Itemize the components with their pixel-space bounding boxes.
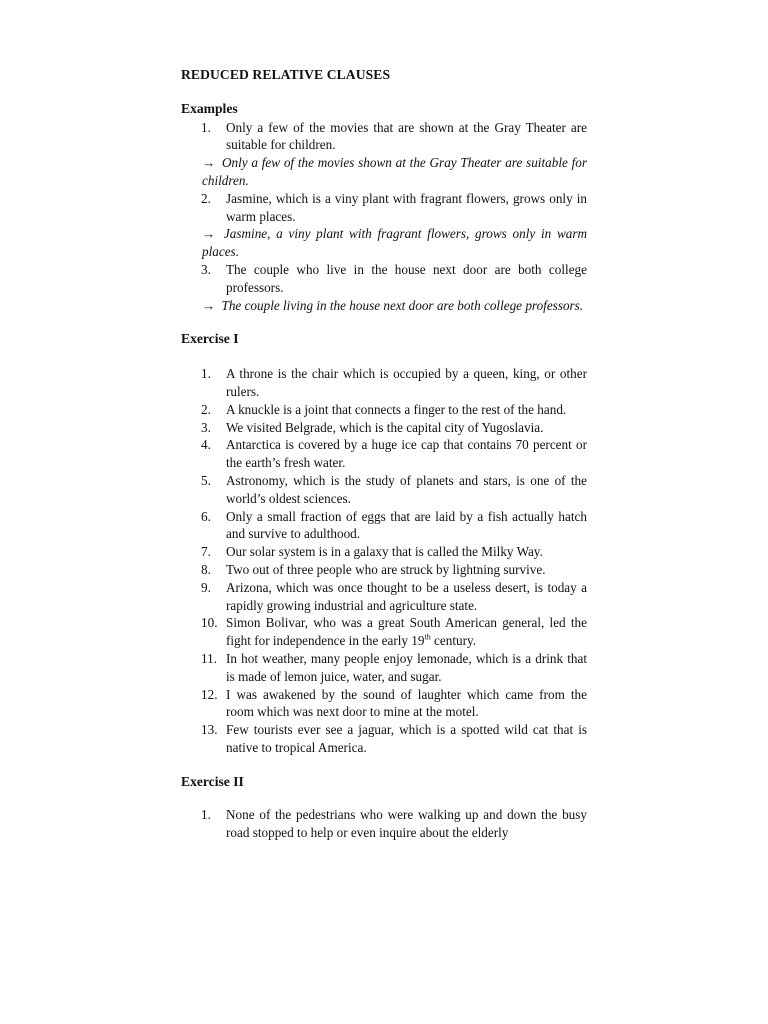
example-reduced-1	[202, 154, 587, 190]
example-reduced-3	[202, 297, 587, 315]
example-item-1	[181, 119, 587, 155]
item-number: 3.	[201, 419, 211, 435]
exercise-item	[181, 543, 587, 561]
exercise-item	[181, 686, 587, 722]
reduced-text: Only a few of the movies shown at the Gray Theater are suitable for children.	[202, 155, 587, 188]
item-text: Arizona, which was once thought to be a useless desert, is today a rapidly growing industrial and agriculture state.	[226, 579, 587, 613]
exercise-item	[181, 401, 587, 419]
item-number: 5.	[201, 472, 211, 488]
exercise-item	[181, 436, 587, 472]
item-text: A throne is the chair which is occupied by a queen, king, or other rulers.	[226, 366, 587, 399]
item-text: None of the pedestrians who were walking up and down the busy road stopped to help or even inquire about the elderly	[226, 807, 587, 841]
ordinal-suffix: th	[424, 632, 431, 642]
example-text: The couple who live in the house next door are both college professors.	[226, 261, 587, 295]
exercise-item	[181, 561, 587, 579]
item-number: 12.	[201, 686, 218, 702]
document-page	[181, 66, 587, 842]
exercise-1-heading: Exercise I	[181, 331, 239, 347]
item-text: A knuckle is a joint that connects a finger to the rest of the hand.	[226, 401, 567, 417]
document-title: REDUCED RELATIVE CLAUSES	[181, 67, 391, 82]
example-number: 2.	[201, 190, 211, 206]
item-text: Antarctica is covered by a huge ice cap that contains 70 percent or the earth’s fresh water.	[226, 437, 587, 471]
item-number: 9.	[201, 579, 211, 595]
item-number: 8.	[201, 561, 211, 577]
example-item-3	[181, 261, 587, 297]
examples-list	[181, 119, 587, 315]
exercise-item	[181, 650, 587, 686]
arrow-icon: →	[202, 226, 216, 242]
exercise-1-list	[181, 365, 587, 757]
item-text-end: century.	[430, 633, 476, 649]
exercise-item	[181, 365, 587, 401]
exercise-item	[181, 806, 587, 842]
exercise-item	[181, 721, 587, 757]
exercise-item	[181, 419, 587, 437]
item-text: In hot weather, many people enjoy lemonade, which is a drink that is made of lemon juice, water, and sugar.	[226, 650, 587, 684]
arrow-icon: →	[202, 155, 216, 171]
item-text: I was awakened by the sound of laughter which came from the room which was next door to mine at the motel.	[226, 686, 587, 720]
example-number: 1.	[201, 119, 211, 135]
arrow-icon: →	[202, 297, 216, 313]
item-number: 2.	[201, 401, 211, 417]
item-number: 13.	[201, 722, 218, 738]
item-text: Simon Bolivar, who was a great South American general, led the fight for independence in the early 19	[226, 615, 587, 649]
item-number: 1.	[201, 807, 211, 823]
exercise-item	[181, 472, 587, 508]
item-text: Two out of three people who are struck by lightning survive.	[226, 561, 546, 577]
exercise-2-heading: Exercise II	[181, 773, 244, 789]
exercise-item	[181, 508, 587, 544]
item-number: 4.	[201, 437, 211, 453]
example-text: Only a few of the movies that are shown at the Gray Theater are suitable for children.	[226, 119, 587, 153]
item-text: Only a small fraction of eggs that are laid by a fish actually hatch and survive to adulthood.	[226, 508, 587, 542]
example-number: 3.	[201, 261, 211, 277]
exercise-item	[181, 614, 587, 650]
example-reduced-2	[202, 225, 587, 261]
item-number: 10.	[201, 615, 218, 631]
item-number: 1.	[201, 366, 211, 382]
item-text: Our solar system is in a galaxy that is called the Milky Way.	[226, 544, 543, 560]
reduced-text: The couple living in the house next door are both college professors.	[221, 297, 584, 313]
example-item-2	[181, 190, 587, 226]
item-text: We visited Belgrade, which is the capital city of Yugoslavia.	[226, 419, 544, 435]
example-text: Jasmine, which is a viny plant with fragrant flowers, grows only in warm places.	[226, 190, 587, 224]
examples-heading: Examples	[181, 100, 238, 116]
item-text: Astronomy, which is the study of planets and stars, is one of the world’s oldest sciences.	[226, 472, 587, 506]
exercise-2-list	[181, 806, 587, 842]
item-number: 7.	[201, 544, 211, 560]
item-number: 6.	[201, 508, 211, 524]
item-text: Few tourists ever see a jaguar, which is a spotted wild cat that is native to tropical America.	[226, 722, 587, 755]
reduced-text: Jasmine, a viny plant with fragrant flowers, grows only in warm places.	[202, 226, 587, 260]
exercise-item	[181, 579, 587, 615]
item-number: 11.	[201, 650, 217, 666]
